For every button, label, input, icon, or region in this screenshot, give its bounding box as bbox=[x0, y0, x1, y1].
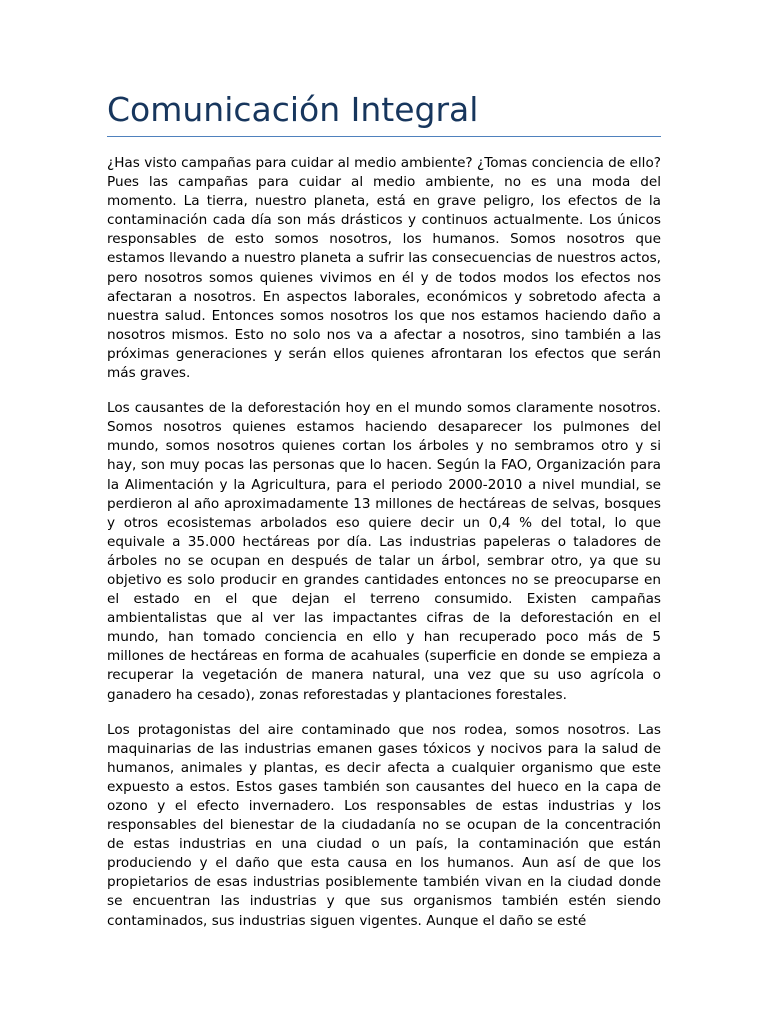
paragraph-2: Los causantes de la deforestación hoy en el mundo somos claramente nosotros. Somos nosotros quienes estamos haciendo desaparecer los pulmones del mundo, somos nosotros quienes cortan los árboles y no sembramos otro y si hay, son muy pocas las personas que lo hacen. Según la FAO, Organización para la Alimentación y la Agricultura, para el periodo 2000-2010 a nivel mundial, se perdieron al año aproximadamente 13 millones de hectáreas de selvas, bosques y otros ecosistemas arbolados eso quiere decir un 0,4 % del total, lo que equivale a 35.000 hectáreas por día. Las industrias papeleras o taladores de árboles no se ocupan en después de talar un árbol, sembrar otro, ya que su objetivo es solo producir en grandes cantidades entonces no se preocuparse en el estado en el que dejan el terreno consumido. Existen campañas ambientalistas que al ver las impactantes cifras de la deforestación en el mundo, han tomado conciencia en ello y han recuperado poco más de 5 millones de hectáreas en forma de acahuales (superficie en donde se empieza a recuperar la vegetación de manera natural, una vez que su uso agrícola o ganadero ha cesado), zonas reforestadas y plantaciones forestales. bbox=[107, 400, 661, 703]
title-underline bbox=[107, 136, 661, 137]
paragraph-1: ¿Has visto campañas para cuidar al medio ambiente? ¿Tomas conciencia de ello? Pues las campañas para cuidar al medio ambiente, no es una moda del momento. La tierra, nuestro planeta, está en grave peligro, los efectos de la contaminación cada día son más drásticos y continuos actualmente. Los únicos responsables de esto somos nosotros, los humanos. Somos nosotros que estamos llevando a nuestro planeta a sufrir las consecuencias de nuestros actos, pero nosotros somos quienes vivimos en él y de todos modos los efectos nos afectaran a nosotros. En aspectos laborales, económicos y sobretodo afecta a nuestra salud. Entonces somos nosotros los que nos estamos haciendo daño a nosotros mismos. Esto no solo nos va a afectar a nosotros, sino también a las próximas generaciones y serán ellos quienes afrontaran los efectos que serán más graves. bbox=[107, 155, 661, 382]
document-title: Comunicación Integral bbox=[107, 90, 479, 129]
paragraph-3: Los protagonistas del aire contaminado que nos rodea, somos nosotros. Las maquinarias de las industrias emanen gases tóxicos y nocivos para la salud de humanos, animales y plantas, es decir afecta a cualquier organismo que este expuesto a estos. Estos gases también son causantes del hueco en la capa de ozono y el efecto invernadero. Los responsables de estas industrias y los responsables del bienestar de la ciudadanía no se ocupan de la concentración de estas industrias en una ciudad o un país, la contaminación que están produciendo y el daño que esta causa en los humanos. Aun así de que los propietarios de esas industrias posiblemente también vivan en la ciudad donde se encuentran las industrias y que sus organismos también estén siendo contaminados, sus industrias siguen vigentes. Aunque el daño se esté bbox=[107, 721, 661, 929]
document-body bbox=[107, 154, 661, 947]
